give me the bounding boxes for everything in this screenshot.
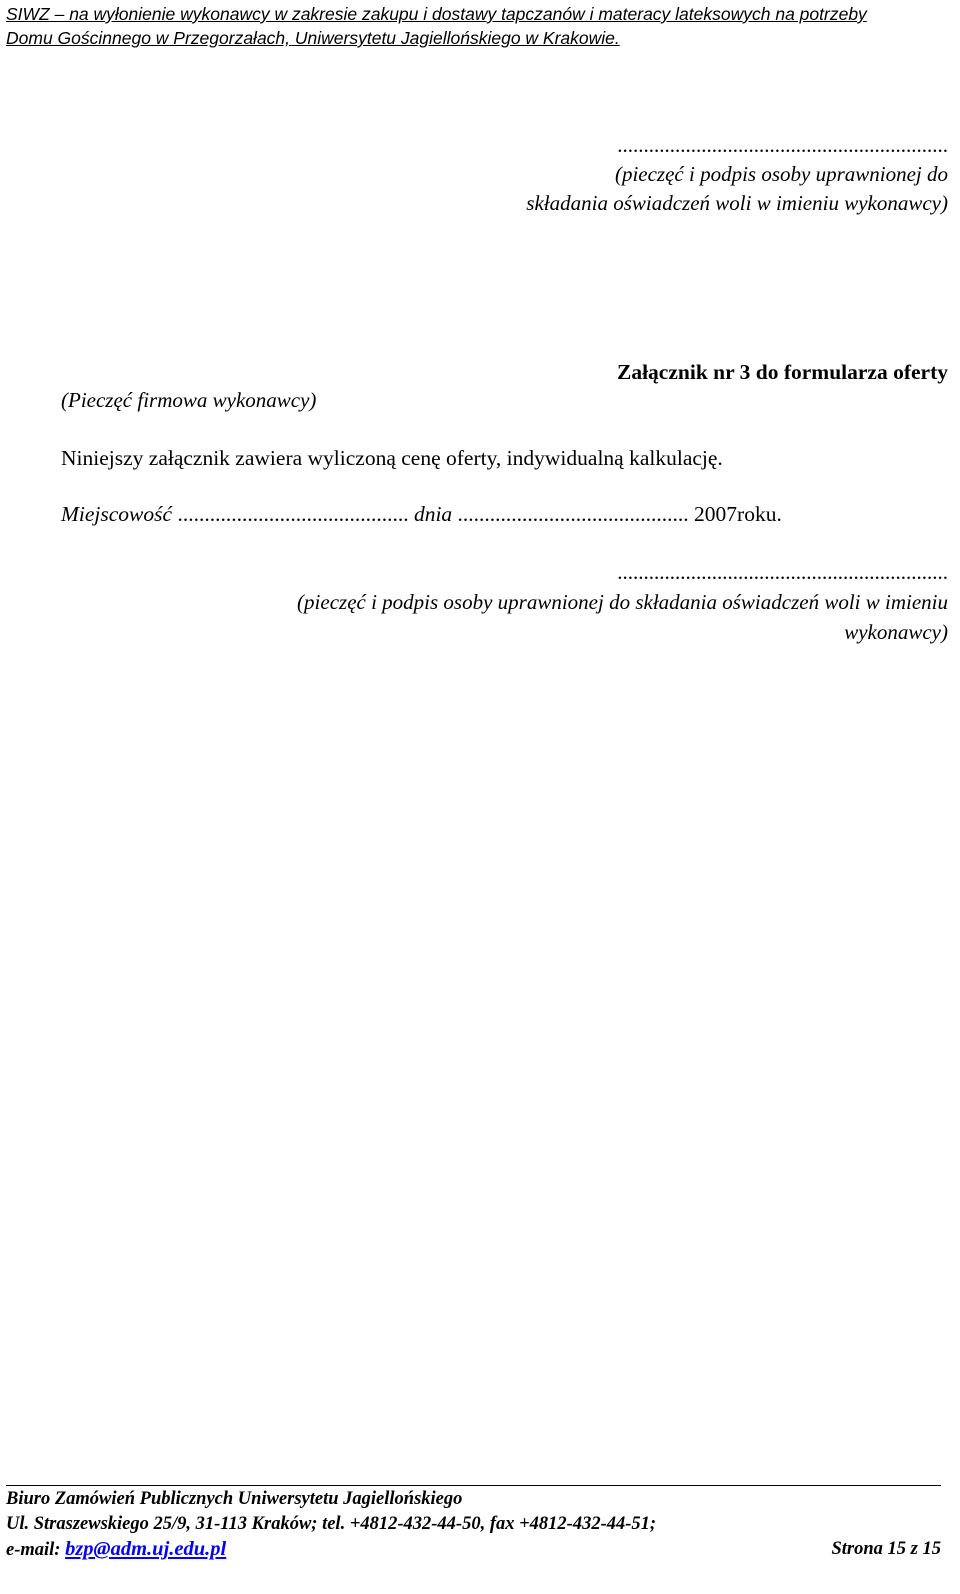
signature-block-bottom [148,557,948,647]
signature-caption-line-2: składania oświadczeń woli w imieniu wykonawcy) [526,191,948,215]
company-stamp-label: (Pieczęć firmowa wykonawcy) [61,388,317,412]
footer-contact-row [6,1537,941,1563]
intro-paragraph: Niniejszy załącznik zawiera wyliczoną cenę oferty, indywidualną kalkulację. [61,446,723,470]
footer-email-link[interactable]: bzp@adm.uj.edu.pl [65,1538,227,1560]
document-footer [6,1487,941,1563]
footer-email-label: e-mail: [6,1540,61,1560]
signature-caption-line-1: (pieczęć i podpis osoby uprawnionej do [614,162,948,186]
footer-divider [6,1485,941,1486]
place-date-line [61,499,782,529]
place-label: Miejscowość [61,502,173,526]
date-dots: ........................................... [457,502,689,526]
date-label: dnia [413,502,453,526]
year-text: 2007roku. [694,502,782,526]
signature-caption-line-1: (pieczęć i podpis osoby uprawnionej do składania oświadczeń woli w imieniu [297,590,948,614]
document-header [6,2,954,50]
header-line-2: Domu Gościnnego w Przegorzałach, Uniwersytetu Jagiellońskiego w Krakowie. [6,28,620,48]
signature-dots: ............................................................... [617,560,948,584]
place-dots: ........................................... [177,502,409,526]
page-number: Strona 15 z 15 [831,1539,941,1559]
signature-caption-line-2: wykonawcy) [844,620,948,644]
footer-address: Ul. Straszewskiego 25/9, 31-113 Kraków; tel. +4812-432-44-50, fax +4812-432-44-51; [6,1514,657,1534]
attachment-title: Załącznik nr 3 do formularza oferty [616,360,948,384]
signature-block-top [388,131,948,218]
header-line-1: SIWZ – na wyłonienie wykonawcy w zakresie zakupu i dostawy tapczanów i materacy lateksowych na potrzeby [6,4,867,24]
footer-org: Biuro Zamówień Publicznych Uniwersytetu Jagiellońskiego [6,1489,463,1509]
signature-dots: ............................................................... [617,133,948,157]
